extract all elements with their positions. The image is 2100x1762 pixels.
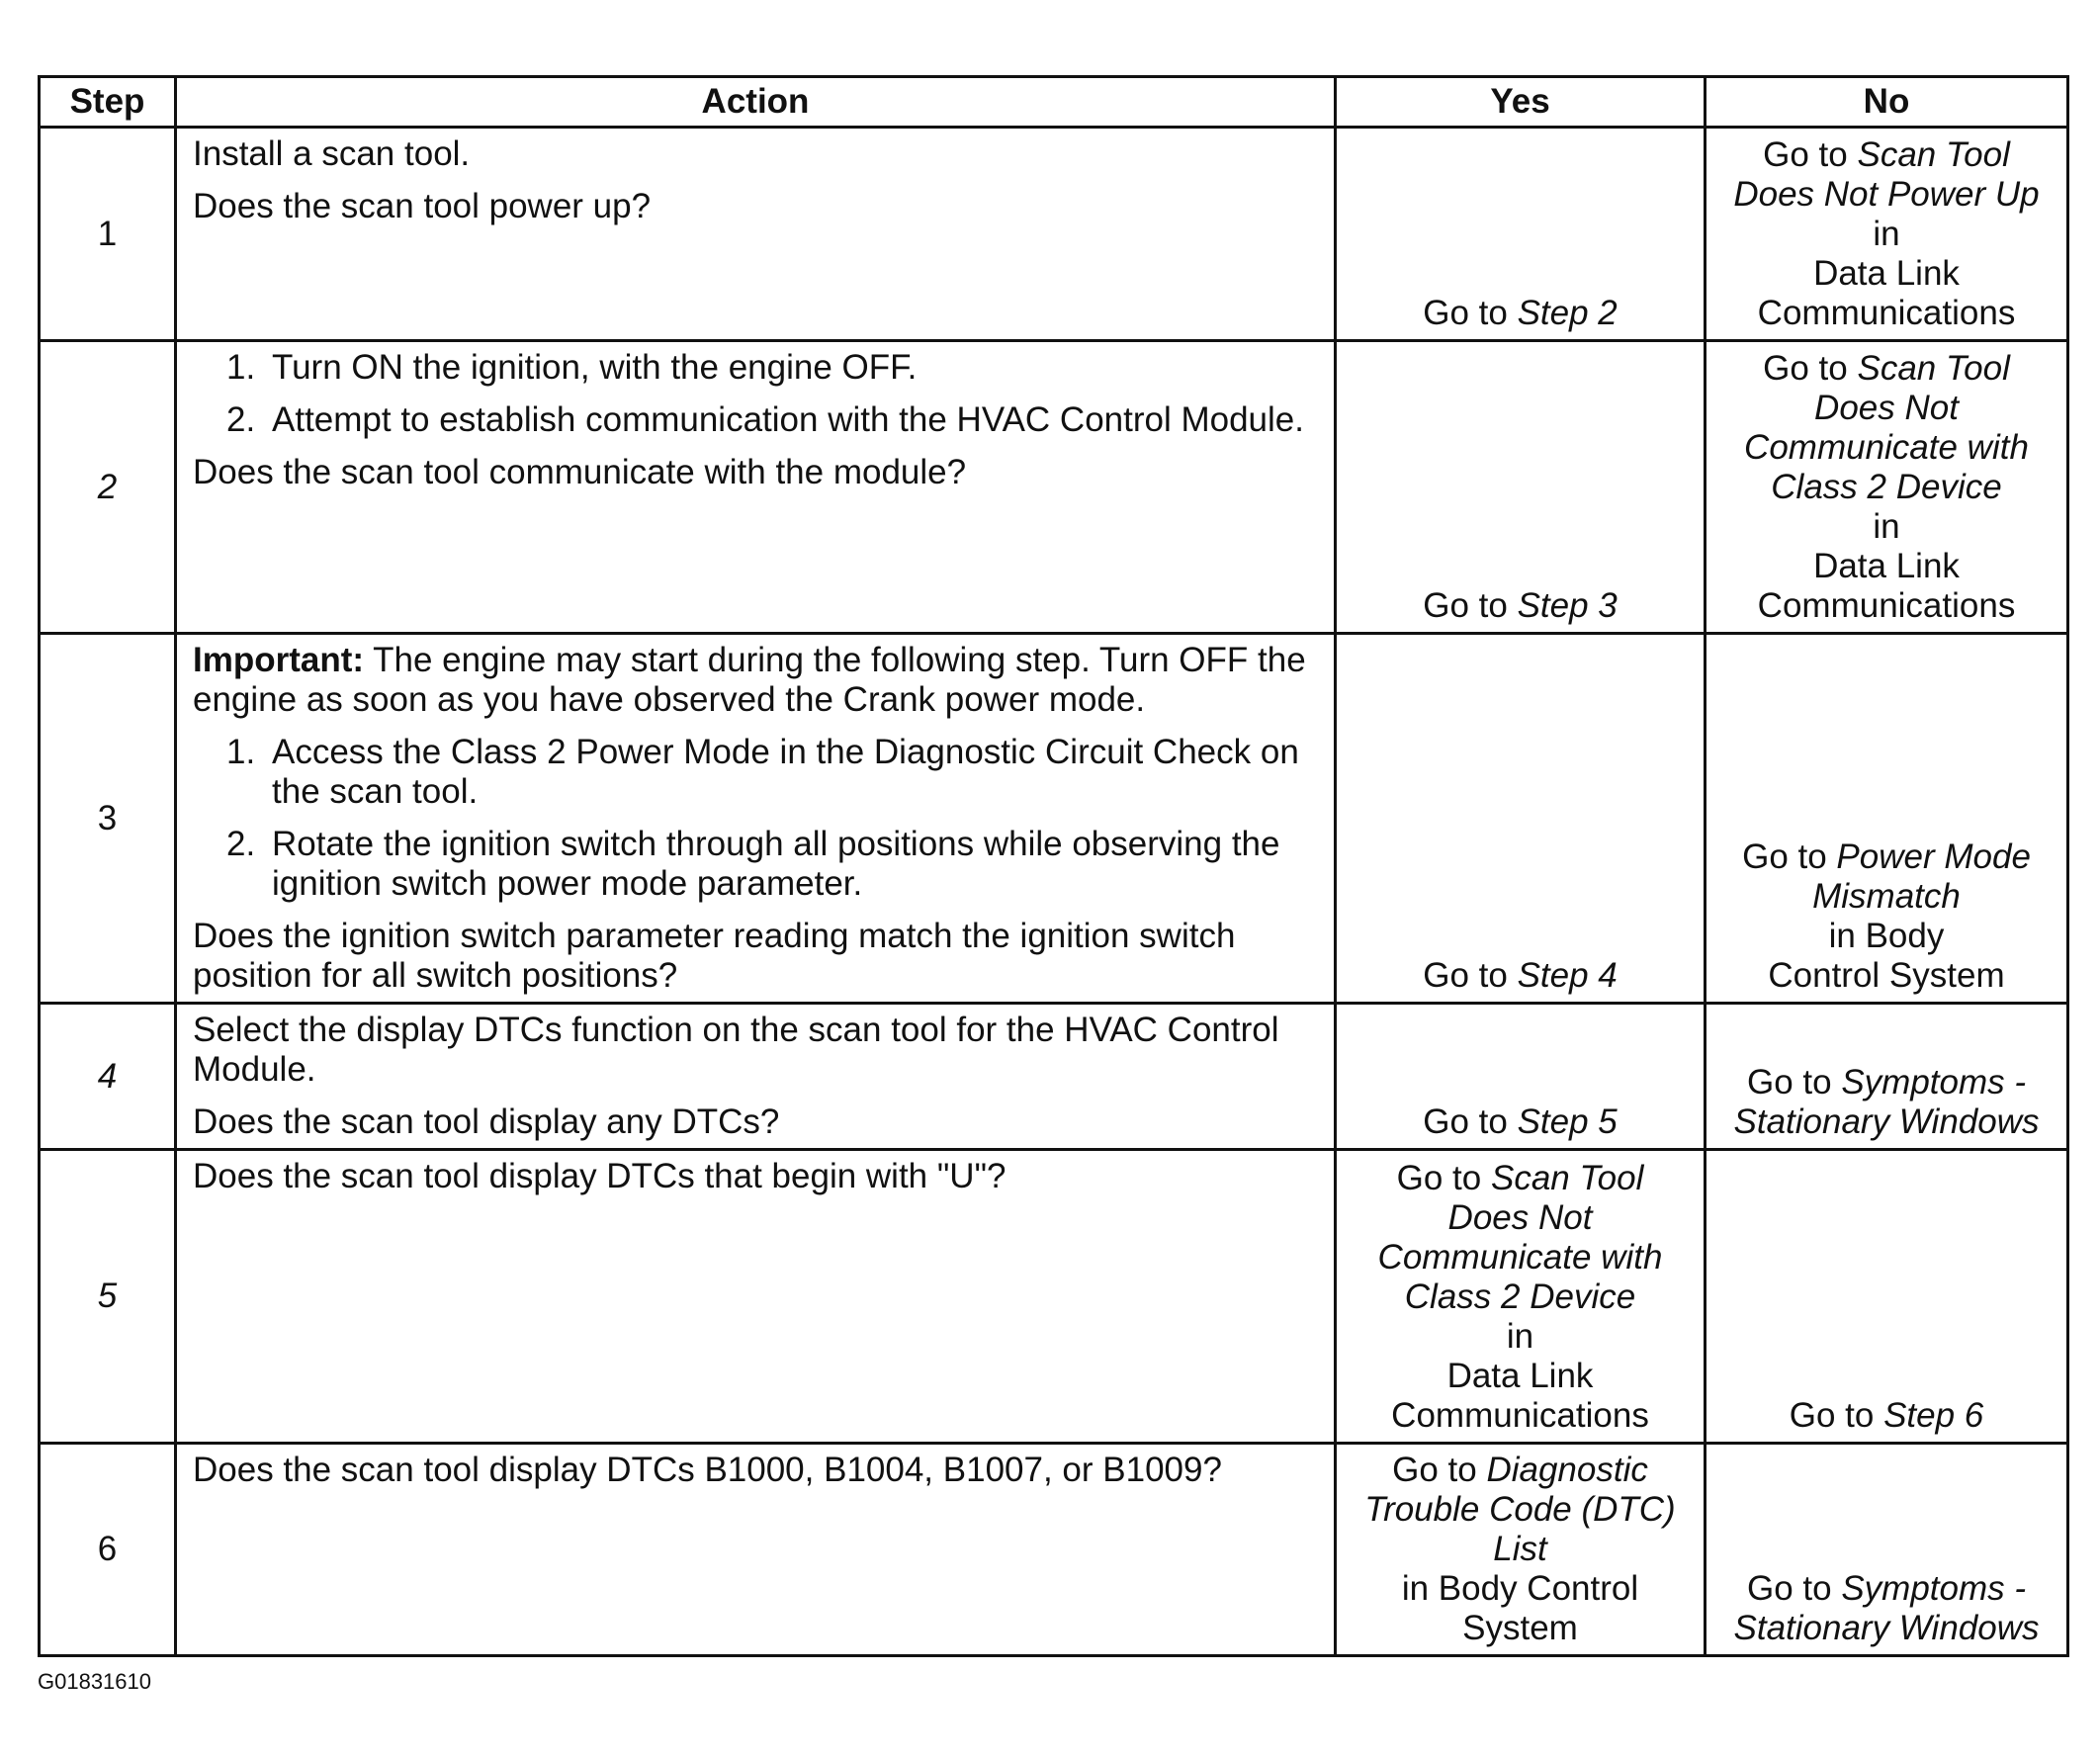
action-text: Select the display DTCs function on the scan tool for the HVAC Control Module. <box>193 1011 1279 1089</box>
yes-link[interactable]: Class 2 Device <box>1404 1277 1636 1316</box>
yes-link[interactable]: Trouble Code (DTC) <box>1364 1490 1676 1529</box>
yes-cell <box>1336 128 1706 341</box>
important-label: Important: <box>193 641 365 679</box>
header-action: Action <box>176 77 1336 128</box>
no-prefix: Go to <box>1789 1396 1884 1435</box>
no-link[interactable]: Scan Tool <box>1857 349 2010 388</box>
no-link[interactable]: Stationary Windows <box>1733 1102 2040 1141</box>
no-location: Communications <box>1757 586 2016 625</box>
yes-cell <box>1336 1444 1706 1656</box>
no-prefix: Go to <box>1763 349 1858 388</box>
no-cell <box>1706 634 2068 1004</box>
yes-step-link[interactable]: Step 5 <box>1517 1102 1618 1141</box>
action-question: Does the scan tool display any DTCs? <box>193 1102 780 1141</box>
no-link[interactable]: Communicate with <box>1744 428 2029 467</box>
no-location: Control System <box>1768 956 2005 995</box>
table-row <box>40 1004 2068 1150</box>
action-cell <box>176 128 1336 341</box>
action-steps <box>193 733 1320 904</box>
action-step-item: 1. Turn ON the ignition, with the engine OFF. <box>226 348 918 387</box>
yes-link[interactable]: Scan Tool <box>1490 1159 1644 1197</box>
yes-prefix: Go to <box>1423 294 1518 332</box>
yes-step-link[interactable]: Step 3 <box>1517 586 1618 625</box>
no-cell <box>1706 1004 2068 1150</box>
action-question: Does the scan tool communicate with the module? <box>193 453 967 491</box>
step-number: 5 <box>40 1150 176 1444</box>
yes-location: in <box>1506 1317 1534 1356</box>
no-link[interactable]: Mismatch <box>1812 877 1961 916</box>
yes-prefix: Go to <box>1392 1451 1487 1489</box>
yes-location: Communications <box>1391 1396 1649 1435</box>
yes-prefix: Go to <box>1423 956 1518 995</box>
header-row <box>40 77 2068 128</box>
header-step: Step <box>40 77 176 128</box>
table-row <box>40 1150 2068 1444</box>
no-cell <box>1706 128 2068 341</box>
action-cell <box>176 1004 1336 1150</box>
no-location: in <box>1873 215 1900 253</box>
yes-cell <box>1336 1150 1706 1444</box>
action-cell <box>176 1150 1336 1444</box>
yes-prefix: Go to <box>1423 586 1518 625</box>
header-no: No <box>1706 77 2068 128</box>
no-link[interactable]: Power Mode <box>1836 837 2031 876</box>
no-link[interactable]: Scan Tool <box>1857 135 2010 174</box>
step-number: 6 <box>40 1444 176 1656</box>
table-row <box>40 1444 2068 1656</box>
action-text: Install a scan tool. <box>193 134 471 173</box>
yes-cell <box>1336 1004 1706 1150</box>
yes-prefix: Go to <box>1396 1159 1491 1197</box>
diagnostic-table <box>38 75 2069 1657</box>
table-row <box>40 341 2068 634</box>
yes-link[interactable]: Diagnostic <box>1486 1451 1648 1489</box>
header-yes: Yes <box>1336 77 1706 128</box>
yes-cell <box>1336 634 1706 1004</box>
action-step-item: 2. Attempt to establish communication with the HVAC Control Module. <box>226 400 1304 439</box>
action-cell <box>176 634 1336 1004</box>
no-link[interactable]: Class 2 Device <box>1771 468 2002 506</box>
important-text: The engine may start during the following step. Turn OFF the engine as soon as you have observed the Crank power mode. <box>193 641 1306 719</box>
no-link[interactable]: Does Not Power Up <box>1733 175 2040 214</box>
action-step-item: 2. Rotate the ignition switch through all positions while observing the ignition switch power mode parameter. <box>226 825 1280 903</box>
no-cell <box>1706 1444 2068 1656</box>
yes-location: in Body Control <box>1401 1569 1639 1608</box>
no-link[interactable]: Symptoms - <box>1841 1569 2027 1608</box>
yes-link[interactable]: List <box>1493 1530 1547 1568</box>
action-cell <box>176 1444 1336 1656</box>
yes-step-link[interactable]: Step 4 <box>1517 956 1618 995</box>
no-link[interactable]: Stationary Windows <box>1733 1609 2040 1647</box>
no-location: in Body <box>1828 917 1945 955</box>
step-number: 2 <box>40 341 176 634</box>
action-question: Does the ignition switch parameter reading match the ignition switch position for all switch positions? <box>193 917 1236 995</box>
yes-link[interactable]: Communicate with <box>1377 1238 1663 1277</box>
no-link[interactable]: Symptoms - <box>1841 1063 2027 1101</box>
action-cell <box>176 341 1336 634</box>
action-question: Does the scan tool power up? <box>193 187 652 225</box>
no-cell <box>1706 341 2068 634</box>
no-prefix: Go to <box>1763 135 1858 174</box>
yes-link[interactable]: Does Not <box>1447 1198 1593 1237</box>
figure-id: G01831610 <box>38 1669 151 1694</box>
yes-prefix: Go to <box>1423 1102 1518 1141</box>
no-prefix: Go to <box>1742 837 1837 876</box>
yes-location: System <box>1462 1609 1578 1647</box>
action-question: Does the scan tool display DTCs B1000, B1004, B1007, or B1009? <box>193 1451 1222 1489</box>
yes-location: Data Link <box>1446 1357 1594 1395</box>
no-location: Data Link <box>1813 254 1960 293</box>
no-link[interactable]: Does Not <box>1814 389 1959 427</box>
action-steps <box>193 348 1320 440</box>
yes-step-link[interactable]: Step 2 <box>1517 294 1618 332</box>
no-cell <box>1706 1150 2068 1444</box>
table-row <box>40 634 2068 1004</box>
table-row <box>40 128 2068 341</box>
no-prefix: Go to <box>1746 1063 1842 1101</box>
step-number: 3 <box>40 634 176 1004</box>
action-question: Does the scan tool display DTCs that begin with "U"? <box>193 1157 1006 1195</box>
no-location: Communications <box>1757 294 2016 332</box>
no-location: Data Link <box>1813 547 1960 585</box>
important-note <box>193 641 1320 720</box>
no-prefix: Go to <box>1746 1569 1842 1608</box>
step-number: 4 <box>40 1004 176 1150</box>
step-number: 1 <box>40 128 176 341</box>
yes-cell <box>1336 341 1706 634</box>
no-location: in <box>1873 507 1900 546</box>
no-step-link[interactable]: Step 6 <box>1883 1396 1984 1435</box>
action-step-item: 1. Access the Class 2 Power Mode in the Diagnostic Circuit Check on the scan tool. <box>226 733 1299 811</box>
